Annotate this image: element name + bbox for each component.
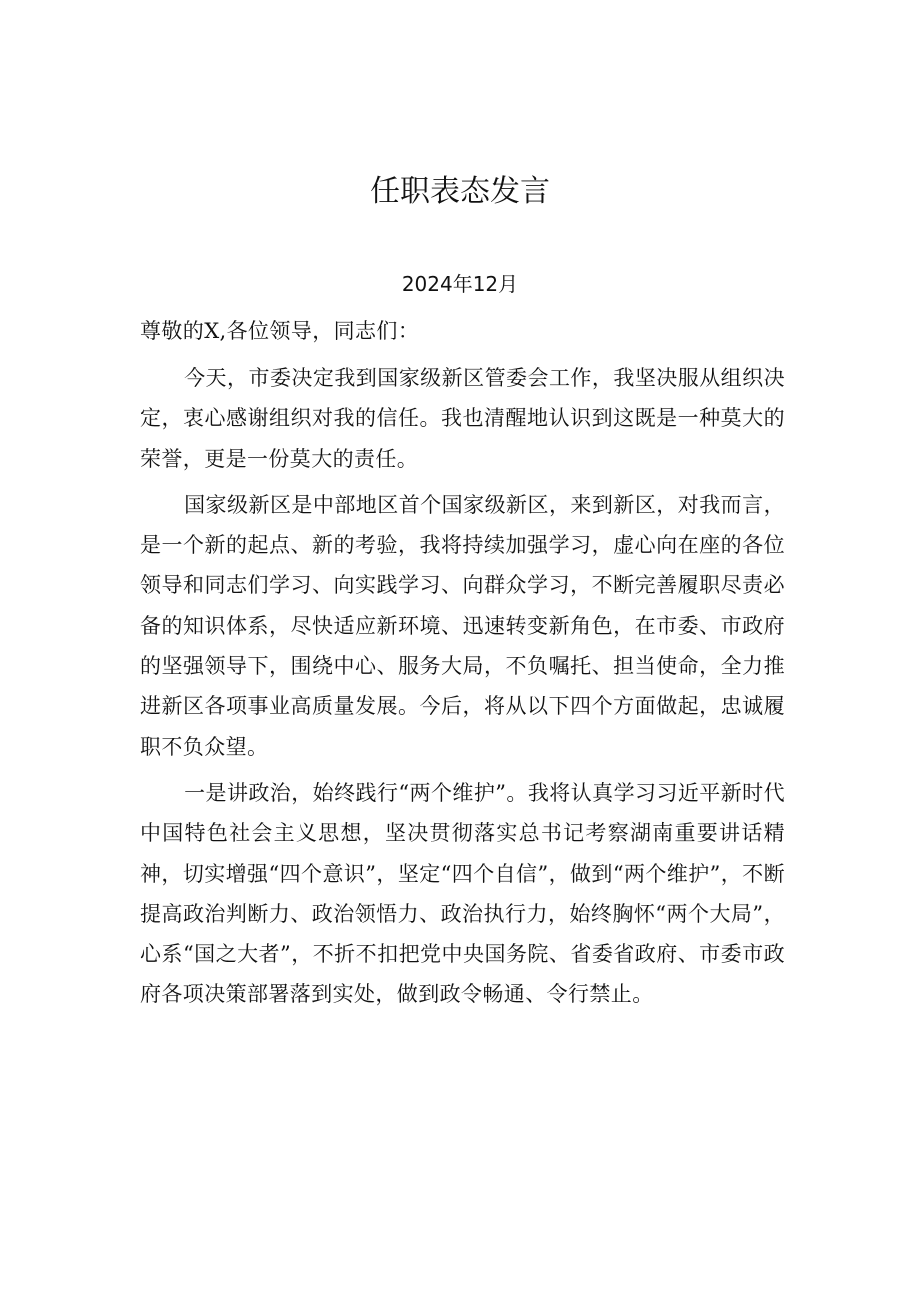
paragraph-1: 今天，市委决定我到国家级新区管委会工作，我坚决服从组织决定，衷心感谢组织对我的信任。我也清醒地认识到这既是一种莫大的荣誉，更是一份莫大的责任。 — [140, 366, 785, 471]
paragraph-3: 一是讲政治，始终践行“两个维护”。我将认真学习习近平新时代中国特色社会主义思想，坚决贯彻落实总书记考察湖南重要讲话精神，切实增强“四个意识”，坚定“四个自信”，做到“两个维护”，不断提高政治判断力、政治领悟力、政治执行力，始终胸怀“两个大局”，心系“国之大者”，不折不扣把党中央国务院、省委省政府、市委市政府各项决策部署落到实处，做到政令畅通、令行禁止。 — [140, 780, 785, 1007]
document-title: 任职表态发言 — [370, 174, 550, 209]
document-date: 2024年12月 — [401, 272, 519, 296]
document-body — [140, 310, 785, 1015]
paragraph-2: 国家级新区是中部地区首个国家级新区，来到新区，对我而言，是一个新的起点、新的考验，我将持续加强学习，虚心向在座的各位领导和同志们学习、向实践学习、向群众学习，不断完善履职尽责必备的知识体系，尽快适应新环境、迅速转变新角色，在市委、市政府的坚强领导下，围绕中心、服务大局，不负嘱托、担当使命，全力推进新区各项事业高质量发展。今后，将从以下四个方面做起，忠诚履职不负众望。 — [140, 492, 785, 759]
salutation: 尊敬的X,各位领导，同志们： — [140, 319, 420, 343]
